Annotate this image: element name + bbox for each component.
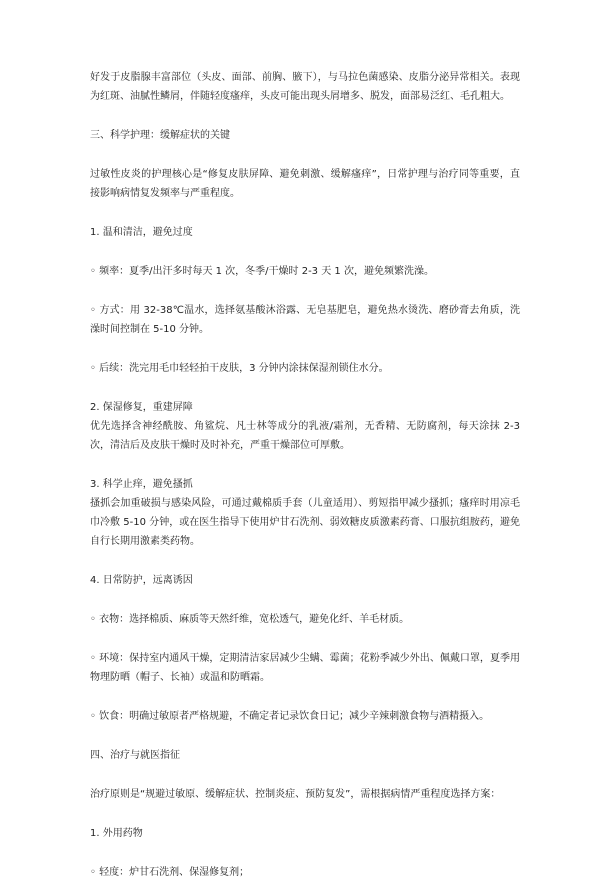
bullet-mild: ◦ 轻度：炉甘石洗剂、保湿修复剂； (90, 867, 250, 878)
bullet-diet: ◦ 饮食：明确过敏原者严格规避，不确定者记录饮食日记；减少辛辣刺激食物与酒精摄入。 (90, 711, 490, 722)
bullet-frequency: ◦ 频率：夏季/出汗多时每天 1 次，冬季/干燥时 2-3 天 1 次，避免频繁洗澡。 (90, 266, 434, 277)
care-core-paragraph: 过敏性皮炎的护理核心是“修复皮肤屏障、避免刺激、缓解瘙痒”，日常护理与治疗同等重要，直接影响病情复发频率与严重程度。 (90, 169, 520, 199)
bullet-followup: ◦ 后续：洗完用毛巾轻轻拍干皮肤，3 分钟内涂抹保湿剂锁住水分。 (90, 363, 389, 374)
section-heading-treatment: 四、治疗与就医指征 (90, 750, 180, 761)
bullet-clothing: ◦ 衣物：选择棉质、麻质等天然纤维，宽松透气，避免化纤、羊毛材质。 (90, 614, 410, 625)
moisturize-paragraph: 优先选择含神经酰胺、角鲨烷、凡士林等成分的乳液/霜剂，无香精、无防腐剂，每天涂抹 2-3 次，清洁后及皮肤干燥时及时补充，严重干燥部位可厚敷。 (90, 421, 520, 451)
subheading-moisturize: 2. 保湿修复，重建屏障 (90, 402, 193, 413)
intro-paragraph: 好发于皮脂腺丰富部位（头皮、面部、前胸、腋下），与马拉色菌感染、皮脂分泌异常相关。表现为红斑、油腻性鳞屑，伴随轻度瘙痒，头皮可能出现头屑增多、脱发，面部易泛红、毛孔粗大。 (90, 72, 520, 102)
subheading-cleansing: 1. 温和清洁，避免过度 (90, 227, 193, 238)
itch-paragraph: 搔抓会加重破损与感染风险，可通过戴棉质手套（儿童适用）、剪短指甲减少搔抓；瘙痒时用凉毛巾冷敷 5-10 分钟，或在医生指导下使用炉甘石洗剂、弱效糖皮质激素药膏、口服抗组胺药，避免自行长期用激素类药物。 (90, 498, 520, 547)
subheading-topical: 1. 外用药物 (90, 828, 143, 839)
subheading-protection: 4. 日常防护，远离诱因 (90, 575, 193, 586)
section-heading-care: 三、科学护理：缓解症状的关键 (90, 130, 230, 141)
document-page (90, 68, 520, 882)
bullet-method: ◦ 方式：用 32-38℃温水，选择氨基酸沐浴露、无皂基肥皂，避免热水烫洗、磨砂膏去角质，洗澡时间控制在 5-10 分钟。 (90, 305, 520, 335)
subheading-itch: 3. 科学止痒，避免搔抓 (90, 479, 193, 490)
treatment-principle-paragraph: 治疗原则是“规避过敏原、缓解症状、控制炎症、预防复发”，需根据病情严重程度选择方案： (90, 789, 501, 800)
bullet-environment: ◦ 环境：保持室内通风干燥，定期清洁家居减少尘螨、霉菌；花粉季减少外出、佩戴口罩，夏季用物理防晒（帽子、长袖）或温和防晒霜。 (90, 653, 520, 683)
